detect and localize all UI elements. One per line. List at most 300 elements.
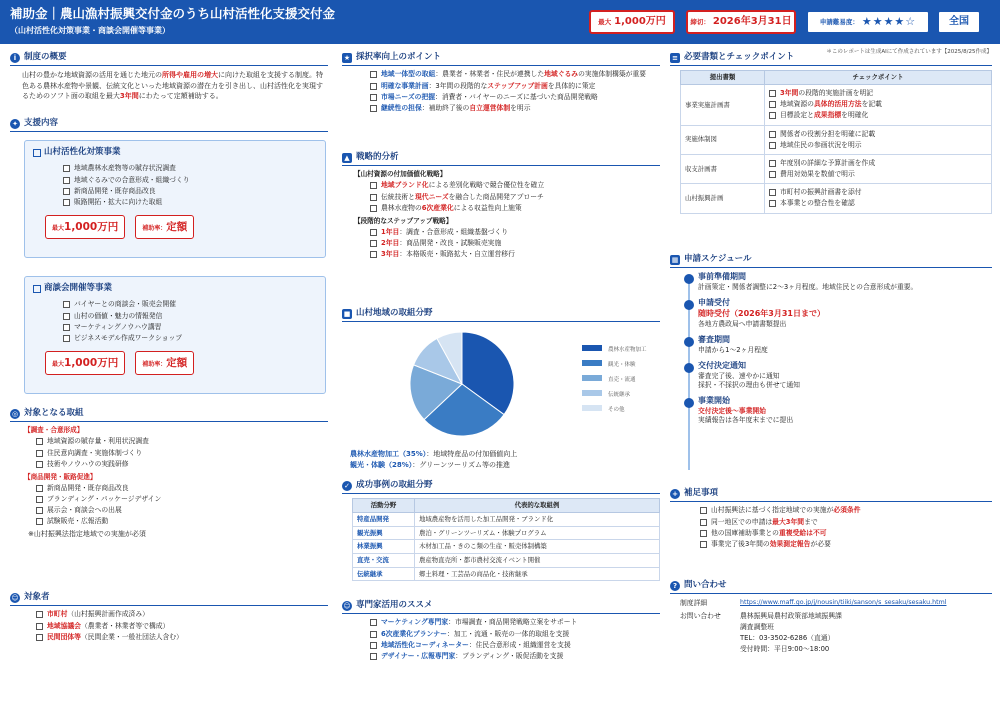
contact-row (680, 598, 992, 609)
contact-label: お問い合わせ (680, 612, 721, 621)
pie-caption-2-key: 観光・体験（28%） (350, 460, 413, 469)
step-desc: 各地方農政局へ申請書類提出 (698, 320, 787, 329)
checkbox-icon (63, 165, 70, 172)
difficulty-stars: ★★★★☆ (861, 14, 917, 28)
timeline-step (684, 361, 992, 390)
strategy-text: ：本格販売・販路拡大・自立運営移行 (399, 250, 515, 259)
points-section (342, 52, 660, 115)
supplement-section (670, 488, 992, 551)
list-item (36, 633, 328, 642)
supp-text: 他の国庫補助事業との (711, 528, 779, 537)
list-item (63, 312, 317, 321)
contact-hours: 受付時間：平日9:00〜18:00 (740, 644, 830, 653)
point-text-end: の実施体制構築が重要 (578, 70, 647, 79)
list-item (63, 300, 317, 309)
checkbox-icon (36, 634, 43, 641)
point-key: 継続性の担保 (381, 103, 422, 112)
list-item (63, 334, 317, 343)
list-item (370, 82, 660, 91)
expert-type: デザイナー・広報専門家 (381, 651, 456, 660)
expert-icon: ☺ (343, 601, 351, 610)
strategy-key: 1年目 (381, 227, 400, 236)
pie-chart (342, 326, 660, 444)
doc-name: 山村振興計画 (681, 184, 765, 213)
schedule-timeline (684, 272, 992, 425)
list-item (769, 89, 987, 98)
list-item (769, 159, 987, 168)
deadline-value: 2026年3月31日 (712, 16, 792, 28)
table-row (681, 184, 992, 213)
table-row (353, 554, 660, 568)
cases-section (342, 480, 660, 581)
overview-text-red2: 3年間 (119, 92, 139, 101)
case-field: 林業振興 (353, 540, 415, 554)
point-text-end: を明示 (510, 103, 531, 112)
list-item (769, 130, 987, 139)
step-desc: 審査完了後、速やかに通知 (698, 371, 780, 380)
header (0, 0, 1000, 44)
pie-caption-1 (342, 449, 660, 460)
step-desc-2: 採択・不採択の理由も併せて通知 (698, 381, 800, 390)
legend-swatch-2 (582, 375, 602, 381)
square-icon (33, 285, 41, 293)
point-key: 明確な事業計画 (381, 81, 429, 90)
checkbox-icon (769, 142, 776, 149)
check-red: 3年間 (780, 89, 799, 98)
list-item (63, 176, 317, 185)
checkbox-icon (700, 530, 707, 537)
list-item (700, 518, 992, 527)
check-pre: 目標設定と (780, 111, 814, 120)
item-text: 地域資源の賦存量・利用状況調査 (47, 437, 149, 446)
checkbox-icon (769, 171, 776, 178)
item-text: 新商品開発・既存商品改良 (74, 186, 156, 195)
check-text: 地域住民の参画状況を明示 (780, 140, 862, 149)
overview-text-red: 所得や雇用の増大 (162, 71, 218, 80)
ai-note: ＊このレポートは生成AIにて作成されています【2025/8/25作成】 (826, 49, 992, 55)
case-field: 伝統継承 (353, 567, 415, 581)
list-item (370, 250, 660, 259)
max-amount-pill (45, 351, 125, 375)
checkbox-icon (36, 450, 43, 457)
list-item (36, 517, 328, 526)
legend-label-1: 観光・体験 (608, 362, 636, 369)
check-text: 費用対効果を数値で明示 (780, 170, 855, 179)
list-item (63, 198, 317, 207)
points-heading (342, 52, 660, 66)
item-text: ビジネスモデル作成ワークショップ (74, 333, 183, 342)
check-text: の段階的実施計画を明記 (798, 89, 874, 98)
point-key: 地域一体型の取組 (381, 70, 436, 79)
supp-red: 最大3年間 (772, 517, 805, 526)
card-shodankai (24, 276, 326, 394)
checkbox-icon (370, 71, 377, 78)
cases-table (352, 498, 660, 581)
list-item (370, 228, 660, 237)
item-text: ブランディング・パッケージデザイン (47, 494, 162, 503)
timeline-step (684, 298, 992, 329)
table-row (353, 540, 660, 554)
docs-col1: 提出書類 (681, 71, 765, 85)
applicant-note: （民間企業・一般社団法人含む） (80, 632, 183, 641)
card-sanson (24, 140, 326, 258)
legend-swatch-0 (582, 345, 602, 351)
checkbox-icon (63, 188, 70, 195)
list-item (769, 100, 987, 109)
checkbox-icon (769, 160, 776, 167)
contact-team: 調査調整班 (740, 623, 774, 632)
step-highlight: 交付決定後〜事業開始 (698, 407, 766, 416)
targets-heading (10, 408, 328, 422)
item-text: 地域農林水産物等の賦存状況調査 (74, 164, 176, 173)
step-highlight: 随時受付（2026年3月31日まで） (698, 309, 825, 319)
difficulty-label: 申請難易度： (819, 17, 859, 26)
item-text: 販路開拓・拡大に向けた取組 (74, 197, 163, 206)
overview-text-c: にわたって定額補助する。 (138, 92, 223, 101)
checkbox-icon (63, 199, 70, 206)
item-text: 技術やノウハウの実践研修 (47, 459, 129, 468)
list-item (63, 323, 317, 332)
chart-icon: ▲ (342, 153, 352, 163)
supp-text-end: が必要 (810, 539, 831, 548)
cases-col2: 代表的な取組例 (415, 499, 660, 513)
supp-text: 同一地区での申請は (711, 517, 773, 526)
item-text: 試験販売・広報活動 (47, 517, 109, 526)
timeline-dot (684, 398, 694, 408)
expert-type: 地域活性化コーディネーター (381, 640, 469, 649)
case-field: 直売・交流 (353, 554, 415, 568)
cases-title: 成功事例の取組分野 (356, 480, 433, 490)
point-text-end: を具体的に策定 (547, 81, 596, 90)
check-text: 年度別の詳細な予算計画を作成 (780, 158, 876, 167)
overview-section (10, 52, 328, 102)
list-item (36, 460, 328, 469)
point-text: ：補助終了後の (421, 103, 470, 112)
step-title: 申請受付 (698, 298, 730, 308)
check-red: 具体的活用方法 (813, 100, 862, 109)
table-row (681, 125, 992, 154)
checkbox-icon (36, 507, 43, 514)
deadline-badge (686, 10, 796, 34)
document-icon: ≡ (670, 53, 680, 63)
docs-table (680, 70, 992, 213)
checkbox-icon (63, 324, 70, 331)
table-row (681, 154, 992, 183)
checkbox-icon (370, 619, 377, 626)
scope-badge: 全国 (937, 10, 981, 34)
schedule-title: 申請スケジュール (684, 254, 752, 264)
checkbox-icon (370, 182, 377, 189)
point-text: ：消費者・バイヤーのニーズに基づいた商品開発戦略 (435, 92, 598, 101)
overview-text-a: 山村の豊かな地域資源の活用を通じた地元の (22, 71, 162, 80)
card-sanson-title (33, 147, 317, 158)
docs-col2: チェックポイント (765, 71, 992, 85)
applicants-section (10, 592, 328, 644)
applicant-type: 地域協議会 (47, 621, 81, 630)
step-desc: 計画策定・関係者調整に2〜3ヶ月程度。地域住民との合意形成が重要。 (698, 283, 918, 292)
checkbox-icon (370, 194, 377, 201)
list-item (769, 188, 987, 197)
case-example: 地域農産物を活用した加工品開発・ブランド化 (415, 513, 660, 527)
legend-label-0: 農林水産物加工 (608, 347, 647, 354)
item-text: 新商品開発・既存商品改良 (47, 483, 129, 492)
case-field: 観光振興 (353, 526, 415, 540)
list-item (769, 170, 987, 179)
step-title: 事前準備期間 (698, 272, 746, 282)
pill-label: 補助率： (142, 225, 167, 233)
page-title: 補助金｜農山漁村振興交付金のうち山村活性化支援交付金 (10, 6, 336, 21)
list-item (36, 506, 328, 515)
legend-label-3: 伝統継承 (608, 392, 631, 399)
support-title: 支援内容 (24, 118, 59, 128)
pill-label: 最大 (52, 225, 65, 233)
docs-heading (670, 52, 992, 66)
checkbox-icon (769, 101, 776, 108)
contact-section (670, 580, 992, 655)
expert-desc: ：市場調査・商品開発戦略立案をサポート (448, 618, 578, 627)
checkbox-icon (36, 623, 43, 630)
step-desc: 申請から1〜2ヶ月程度 (698, 346, 768, 354)
check-red: 成果指標 (813, 111, 842, 120)
rate-pill (135, 215, 194, 239)
timeline-dot (684, 337, 694, 347)
card-shodankai-title-text: 商談会開催等事業 (44, 283, 113, 293)
strategy-text: による収益性向上施策 (453, 203, 522, 212)
doc-name: 収支計画書 (681, 154, 765, 183)
case-example: 農産物直売所・都市農村交流イベント開催 (415, 554, 660, 568)
list-item (700, 529, 992, 538)
applicant-type: 民間団体等 (47, 632, 81, 641)
experts-title: 専門家活用のススメ (356, 600, 433, 610)
contact-heading (670, 580, 992, 594)
point-key: 市場ニーズの把握 (381, 92, 436, 101)
list-item (36, 610, 328, 619)
list-item (63, 164, 317, 173)
checkbox-icon (700, 519, 707, 526)
checkbox-icon (370, 631, 377, 638)
applicant-note: （農業者・林業者等で構成） (80, 621, 170, 630)
doc-checks (765, 154, 992, 183)
strategy-text: ：調査・合意形成・組織基盤づくり (399, 227, 509, 236)
overview-text (10, 70, 328, 102)
overview-title: 制度の概要 (24, 52, 67, 62)
list-item (370, 70, 660, 79)
point-text: ：農業者・林業者・住民が連携した (435, 70, 545, 79)
max-amount-badge (589, 10, 675, 34)
contact-url-link[interactable]: https://www.maff.go.jp/j/nousin/tiiki/sanson/s_sesaku/sesaku.html (740, 599, 947, 607)
checkbox-icon (63, 301, 70, 308)
check-text: 関係者の役割分担を明確に記載 (780, 129, 876, 138)
doc-name: 実施体制図 (681, 125, 765, 154)
list-item (63, 187, 317, 196)
checkbox-icon (769, 189, 776, 196)
applicants-heading (10, 592, 328, 606)
pill-label: 最大 (52, 361, 65, 369)
list-item (769, 199, 987, 208)
list-item (370, 641, 660, 650)
legend-swatch-4 (582, 405, 602, 411)
pie-caption-2 (342, 460, 660, 471)
list-item (370, 618, 660, 627)
strategy-text: による差別化戦略で競合優位性を確立 (428, 181, 545, 190)
check-pre: 地域資源の (780, 100, 814, 109)
people-icon: ☺ (11, 593, 19, 602)
pill-value: 1,000万円 (64, 357, 119, 370)
point-text: ：3年間の段階的な (428, 81, 488, 90)
checkbox-icon (700, 541, 707, 548)
legend-label-2: 直売・流通 (608, 377, 636, 384)
page-subtitle: （山村活性化対策事業・商談会開催等事業） (10, 26, 170, 35)
list-item (36, 622, 328, 631)
points-title: 採択率向上のポイント (356, 52, 442, 62)
checkbox-icon (370, 251, 377, 258)
item-text: 展示会・商談会への出展 (47, 506, 122, 515)
strategy-pre: 伝統技術と (381, 192, 415, 201)
pie-title: 山村地域の取組分野 (356, 308, 433, 318)
step-title: 事業開始 (698, 396, 730, 406)
question-icon: ? (670, 581, 680, 591)
strategy-section (342, 152, 660, 261)
pie-caption-1-text: ：地域特産品の付加価値向上 (426, 450, 518, 459)
cases-heading (342, 480, 660, 494)
pill-value: 定額 (166, 221, 188, 234)
doc-checks (765, 125, 992, 154)
bulb-icon: ★ (343, 53, 351, 62)
checkbox-icon (36, 611, 43, 618)
supp-red: 効果測定報告 (769, 539, 811, 548)
checkbox-icon (370, 83, 377, 90)
schedule-section (670, 254, 992, 431)
supp-text-end: まで (804, 517, 818, 526)
strategy-g2-label: 【段階的なステップアップ戦略】 (354, 216, 453, 225)
handshake-icon: ✦ (10, 119, 20, 129)
info-icon: i (10, 53, 20, 63)
case-example: 木材加工品・きのこ類の生産・販売体制構築 (415, 540, 660, 554)
timeline-dot (684, 363, 694, 373)
contact-label: 制度詳細 (680, 599, 708, 608)
point-red: 自立運営体制 (469, 103, 511, 112)
item-text: 山村の価値・魅力の情報発信 (74, 311, 163, 320)
schedule-heading (670, 254, 992, 268)
checkbox-icon (769, 112, 776, 119)
list-item (370, 239, 660, 248)
pie-heading (342, 308, 660, 322)
table-row (353, 526, 660, 540)
strategy-key: 地域ブランド化 (381, 181, 429, 190)
list-item (370, 652, 660, 661)
list-item (370, 193, 660, 202)
check-text: を記載 (861, 100, 882, 109)
list-item (370, 204, 660, 213)
point-red: 地域ぐるみ (544, 70, 579, 79)
checkbox-icon (36, 461, 43, 468)
expert-desc: ：ブランディング・販促活動を支援 (455, 651, 564, 660)
support-section (10, 118, 328, 136)
list-item (370, 181, 660, 190)
square-icon (33, 149, 41, 157)
step-title: 審査期間 (698, 335, 730, 345)
checkbox-icon (63, 177, 70, 184)
pill-value: 定額 (166, 357, 188, 370)
list-item (700, 506, 992, 515)
list-item (36, 437, 328, 446)
expert-desc: ：加工・流通・販売の一体的取組を支援 (446, 629, 570, 638)
list-item (700, 540, 992, 549)
checkbox-icon (370, 653, 377, 660)
table-row (681, 85, 992, 126)
map-icon: ■ (343, 309, 351, 318)
max-amount-pill (45, 215, 125, 239)
doc-checks (765, 184, 992, 213)
supp-text: 山村振興法に基づく指定地域での実施が (711, 506, 834, 515)
table-row (353, 513, 660, 527)
strategy-title: 戦略的分析 (356, 152, 399, 162)
plus-icon: + (670, 489, 680, 499)
cases-col1: 活動分野 (353, 499, 415, 513)
checkbox-icon (370, 105, 377, 112)
checkbox-icon (36, 518, 43, 525)
card-shodankai-title (33, 283, 317, 294)
supp-red: 重複受給は不可 (778, 528, 827, 537)
contact-row (680, 611, 992, 655)
timeline-step (684, 335, 992, 355)
overview-heading (10, 52, 328, 66)
rate-pill (135, 351, 194, 375)
supplement-heading (670, 488, 992, 502)
list-item (769, 111, 987, 120)
step-desc: 実績報告は各年度末までに提出 (698, 416, 794, 425)
experts-heading (342, 600, 660, 614)
checkbox-icon (63, 335, 70, 342)
strategy-text: を融合した商品開発アプローチ (448, 192, 544, 201)
pie-caption-2-text: ：グリーンツーリズム等の推進 (412, 460, 510, 469)
contact-tel: TEL：03-3502-6286（直通） (740, 634, 835, 643)
checkbox-icon (769, 90, 776, 97)
checkbox-icon (370, 205, 377, 212)
targets-group2-label: 【商品開発・販路促進】 (24, 472, 97, 481)
contact-title: 問い合わせ (684, 580, 727, 590)
strategy-heading (342, 152, 660, 166)
doc-checks (765, 85, 992, 126)
legend-swatch-1 (582, 360, 602, 366)
deadline-label: 締切： (690, 17, 710, 26)
checkbox-icon (769, 200, 776, 207)
targets-note: ※山村振興法指定地域での実施が必須 (28, 530, 146, 539)
contact-org: 農林振興局農村政策部地域振興課 (740, 612, 842, 621)
timeline-step (684, 396, 992, 425)
case-example: 農泊・グリーンツーリズム・体験プログラム (415, 526, 660, 540)
overview-text-b: に向けた取組を支援する制度。特色ある農林水産物や景観、伝統文化といった地域資源の潜在力を引き出し、山村活性化を実現するためのソフト面の取組を最大 (22, 71, 323, 101)
checkbox-icon (36, 485, 43, 492)
targets-section (10, 408, 328, 540)
calendar-icon: ▦ (671, 255, 679, 264)
supp-text: 事業完了後3年間の (711, 539, 770, 548)
item-text: 住民意向調査・実施体制づくり (47, 448, 143, 457)
case-field: 特産品開発 (353, 513, 415, 527)
checkbox-icon (36, 496, 43, 503)
strategy-key: 6次産業化 (421, 203, 454, 212)
support-heading (10, 118, 328, 132)
checkbox-icon (63, 313, 70, 320)
list-item (370, 104, 660, 113)
pill-value: 1,000万円 (64, 221, 119, 234)
timeline-dot (684, 300, 694, 310)
list-item (36, 449, 328, 458)
table-row (353, 567, 660, 581)
card-sanson-title-text: 山村活性化対策事業 (44, 147, 121, 157)
checkbox-icon (370, 94, 377, 101)
checkbox-icon (370, 240, 377, 247)
